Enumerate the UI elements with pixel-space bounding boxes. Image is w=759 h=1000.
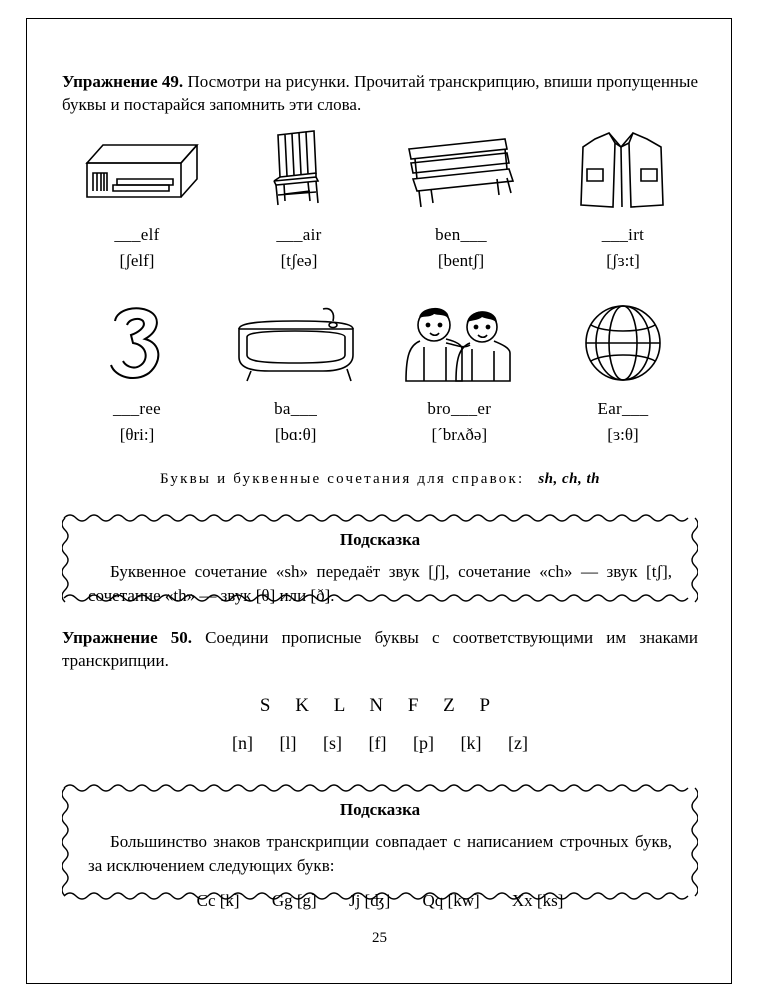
pair-2: Jj [ʤ]: [348, 891, 391, 911]
word-earth: Ear___: [597, 398, 649, 418]
three-icon: [62, 303, 212, 383]
pair-4: Xx [ks]: [511, 891, 564, 911]
helper-letters-line: [62, 471, 698, 488]
chair-icon: [224, 129, 374, 209]
pair-0: Cc [k]: [196, 891, 240, 911]
transcription-shelf: [ʃelf]: [119, 250, 155, 270]
bath-icon: [221, 303, 371, 383]
word-brother: bro___er: [427, 398, 492, 418]
picture-item-shelf: [62, 129, 212, 271]
helper-label: Буквы и буквенные сочетания для справок:: [159, 470, 525, 487]
transcription-three: [θri:]: [119, 424, 155, 444]
globe-icon: [548, 303, 698, 383]
word-three: ___ree: [112, 398, 162, 418]
symbol-6[interactable]: [z]: [508, 732, 528, 753]
tip-2-text: Большинство знаков транскрипции совпадает с написанием строчных букв, за исключением следующих букв:: [88, 831, 672, 875]
exercise-50-label: Упражнение 50.: [62, 627, 193, 647]
picture-item-three: [62, 303, 212, 445]
word-bath: ba___: [274, 398, 318, 418]
symbol-2[interactable]: [s]: [323, 732, 343, 753]
shirt-icon: [548, 129, 698, 209]
exercise-50-symbols[interactable]: [62, 733, 698, 754]
word-shirt: ___irt: [601, 224, 645, 244]
word-shelf: ___elf: [114, 224, 160, 244]
shelf-icon: [62, 129, 212, 209]
exercise-50-text: Соедини прописные буквы с соответствующими им знаками транскрипции.: [62, 627, 698, 671]
transcription-bath: [bɑ:θ]: [274, 424, 317, 444]
picture-item-bath: [221, 303, 371, 445]
helper-letters: sh, ch, th: [538, 470, 601, 487]
exercise-49-text: Посмотри на рисунки. Прочитай транскрипцию, впиши пропущенные буквы и постарайся запомнить эти слова.: [62, 72, 699, 115]
symbol-5[interactable]: [k]: [460, 732, 482, 753]
transcription-bench: [bentʃ]: [437, 250, 485, 270]
word-chair: ___air: [276, 224, 322, 244]
symbol-0[interactable]: [n]: [232, 732, 254, 753]
page-content: [62, 70, 699, 911]
picture-row-1: [62, 129, 698, 271]
exercise-50-letters[interactable]: S K L N F Z P: [259, 694, 501, 716]
picture-item-shirt: [548, 129, 698, 271]
transcription-brother: [´brʌðə]: [431, 424, 488, 444]
exercise-50-heading: [62, 626, 698, 673]
pair-3: Qq [kw]: [422, 891, 480, 911]
picture-row-2: [62, 303, 698, 445]
word-bench: ben___: [435, 224, 487, 244]
symbol-4[interactable]: [p]: [413, 732, 434, 753]
page-number: 25: [372, 930, 387, 946]
exercise-49-label: Упражнение 49.: [62, 72, 184, 91]
tip-1-title: Подсказка: [339, 529, 421, 549]
symbol-3[interactable]: [f]: [368, 732, 387, 753]
brothers-icon: [379, 303, 539, 383]
tip-1-text: Буквенное сочетание «sh» передаёт звук [ʃ], сочетание «ch» — звук [tʃ], сочетание «th» — звук [θ] или [ð].: [88, 561, 672, 605]
transcription-chair: [tʃeə]: [280, 250, 318, 270]
transcription-shirt: [ʃɜ:t]: [606, 250, 640, 270]
tip-box-2: [62, 780, 698, 911]
transcription-earth: [ɜ:θ]: [607, 424, 639, 444]
picture-item-brothers: [379, 303, 539, 445]
tip-2-title: Подсказка: [339, 799, 421, 819]
exercise-49-heading: [62, 70, 698, 117]
pair-1: Gg [g]: [271, 891, 317, 911]
symbol-1[interactable]: [l]: [279, 732, 297, 753]
picture-item-chair: [224, 129, 374, 271]
bench-icon: [386, 129, 536, 209]
picture-item-earth: [548, 303, 698, 445]
picture-item-bench: [386, 129, 536, 271]
tip-2-pairs: [88, 891, 672, 911]
tip-box-1: [62, 510, 698, 606]
